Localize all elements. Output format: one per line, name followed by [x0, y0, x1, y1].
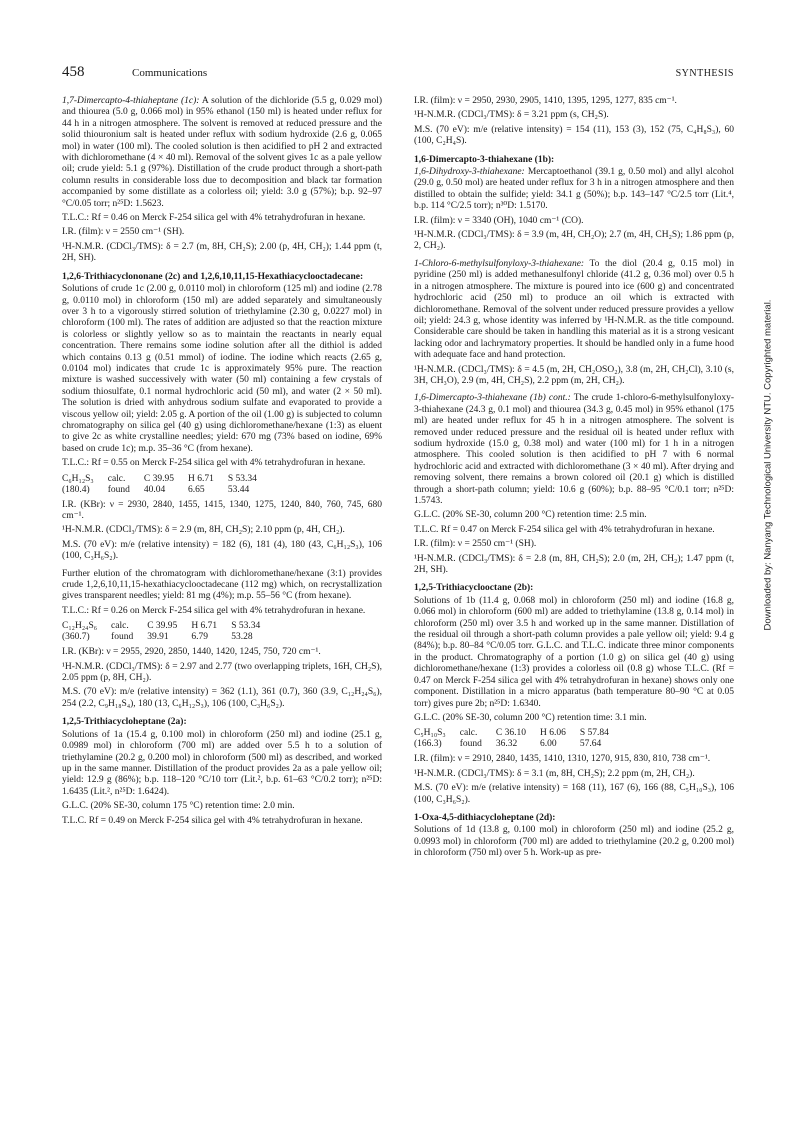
paragraph: [414, 393, 734, 507]
analysis-cell: 6.79: [191, 632, 208, 643]
analysis-cell: S 53.34: [231, 621, 261, 632]
paragraph: [414, 510, 734, 521]
analysis-cell: calc.: [111, 621, 129, 632]
paragraph: [62, 801, 382, 812]
right-column: [414, 96, 734, 863]
page-number: 458: [62, 64, 85, 80]
left-column: [62, 96, 382, 830]
paragraph: [414, 754, 734, 765]
paragraph-text: M.S. (70 eV): m/e (relative intensity) = 182 (6), 181 (4), 180 (43, C₆H₁₂S₃), 106 (100, C₃H₆S₂).: [62, 539, 382, 562]
paragraph: [62, 458, 382, 469]
analysis-cell: calc.: [459, 728, 478, 739]
paragraph: [414, 525, 734, 536]
paragraph: [414, 825, 734, 859]
analysis-cell: 6.65: [188, 484, 205, 495]
analysis-cell: (166.3): [414, 739, 442, 750]
analysis-row: [62, 632, 274, 643]
paragraph-text: T.L.C. Rf = 0.47 on Merck F-254 silica gel with 4% tetrahydrofuran in hexane.: [414, 524, 715, 535]
analysis-row: [414, 739, 623, 750]
paragraph: [414, 167, 734, 213]
analysis-cell: found: [107, 484, 130, 495]
section-heading: 1-Oxa-4,5-dithiacycloheptane (2d):: [414, 812, 556, 823]
paragraph-text: ¹H-N.M.R. (CDCl₃/TMS): δ = 3.1 (m, 8H, CH₂S); 2.2 ppm (m, 2H, CH₂).: [414, 768, 695, 779]
paragraph-text: T.L.C.: Rf = 0.55 on Merck F-254 silica gel with 4% tetrahydrofuran in hexane.: [62, 458, 366, 469]
paragraph-text: M.S. (70 eV): m/e (relative intensity) = 154 (11), 153 (3), 152 (75, C₄H₈S₃), 60 (100, C₂H₄S).: [414, 124, 734, 147]
paragraph: [414, 216, 734, 227]
paragraph-text: I.R. (film): ν = 3340 (OH), 1040 cm⁻¹ (CO).: [414, 215, 584, 226]
paragraph: [62, 540, 382, 563]
paragraph: [62, 647, 382, 658]
paragraph-text: The crude 1-chloro-6-methylsulfonyloxy-3-thiahexane (24.3 g, 0.1 mol) and thiourea (34.3 g, 0.45 mol) in 95% ethanol (175 ml) are heated under reflux for 45 h in a nitrogen atmosphere. The solvent is removed under reduced pressure and the residual oil is heated under reflux with sodium hydroxide (15.0 g, 0.38 mol) and water (100 ml) for 1 h in a nitrogen atmosphere. This cooled solution is then acidified to pH 7 with 6 normal hydrochloric acid and extracted with dichloromethane (3 × 40 ml). After drying and removing solvent, there remains a brown colored oil (20.1 g) which is distilled through a short-path column; yield: 10.6 g (60%); b.p. 88–95 °C/0.1 torr; n²⁵D: 1.5743.: [414, 393, 734, 506]
analysis-cell: H 6.71: [188, 473, 214, 484]
paragraph: [414, 125, 734, 148]
paragraph-text: M.S. (70 eV): m/e (relative intensity) = 168 (11), 167 (6), 166 (88, C₅H₁₀S₃), 106 (100, C₃H₆S₂).: [414, 783, 734, 805]
paragraph: [414, 713, 734, 724]
paragraph: [414, 259, 734, 362]
paragraph-text: G.L.C. (20% SE-30, column 200 °C) retention time: 2.5 min.: [414, 510, 647, 521]
paragraph: [414, 539, 734, 550]
paragraph-text: Solutions of crude 1c (2.00 g, 0.0110 mol) in chloroform (125 ml) and iodine (2.78 g, 0.0110 mol) in chloroform (150 ml) are added separately and simultaneously over 3 h to a vigorously stirred solution of triethylamine (2.30 g, 0.0227 mol) in chloroform (100 ml). The rates of addition are adjusted so that the reaction mixture is colorless or slightly yellow so as to maintain the reactants in nearly equal concentration. There remains some iodine solution after all the dithiol is added which contains 0.13 g (0.51 mmol) of iodine. The iodine which reacts (2.65 g, 0.0104 mol) indicates that crude 1c is approximately 95% pure. The reaction mixture is washed successively with water (50 ml) containing a few crystals of sodium thiosulfate, 0.1 normal hydrochloric acid (50 ml), and water (2 × 50 ml). The solution is dried with anhydrous sodium sulfate and evaporated to provide a viscous yellow oil; yield: 2.05 g. A portion of the oil (1.00 g) is subjected to column chromatography on silica gel (40 g) using dichloromethane/hexane (1:3) as eluent to give 2c as white crystalline needles; yield: 670 mg (73% based on iodine, 69% based on crude 1c); m.p. 35–36 °C (from hexane).: [62, 284, 382, 454]
paragraph-text: I.R. (KBr): ν = 2955, 2920, 2850, 1440, 1420, 1245, 750, 720 cm⁻¹.: [62, 647, 321, 658]
analysis-row: [62, 621, 274, 632]
analysis-cell: found: [111, 632, 134, 643]
paragraph: [62, 569, 382, 603]
paragraph: [62, 500, 382, 523]
paragraph: [414, 96, 734, 107]
paragraph-text: ¹H-N.M.R. (CDCl₃/TMS): δ = 2.7 (m, 8H, CH₂S); 2.00 (p, 4H, CH₂); 1.44 ppm (t, 2H, SH).: [62, 241, 382, 264]
analysis-row: [62, 474, 271, 485]
analysis-cell: C 36.10: [495, 728, 526, 739]
paragraph: [414, 596, 734, 710]
paragraph-text: M.S. (70 eV): m/e (relative intensity) = 362 (1.1), 361 (0.7), 360 (3.9, C₁₂H₂₄S₆), 254 (2.2, C₉H₁₈S₄), 180 (13, C₆H₁₂S₃), 106 (100, C₃H₆S₂).: [62, 687, 382, 709]
analysis-cell: 53.28: [231, 632, 253, 643]
paragraph-text: ¹H-N.M.R. (CDCl₃/TMS): δ = 2.9 (m, 8H, CH₂S); 2.10 ppm (p, 4H, CH₂).: [62, 525, 345, 536]
paragraph-text: Solutions of 1b (11.4 g, 0.068 mol) in chloroform (250 ml) and iodine (16.8 g, 0.066 mol) in chloroform (600 ml) are added to triethylamine (13.8 g, 0.14 mol) in chloroform (250 ml) over 3.5 h and worked up in the same manner. Distillation of the residual oil through a short-path column provides a pale yellow oil; yield: 9.4 g (84%); b.p. 80–84 °C/0.05 torr. G.L.C. and T.L.C. indicate three minor components in the product. Chromatography of a portion (1.0 g) on silica gel (40 g) using dichloromethane/hexane (1:3) provides a colorless oil (0.8 g) whose T.L.C. (Rf = 0.47 on Merck F-254 silica gel with 4% tetrahydrofuran in hexane) shows only one component. Distillation in a micro apparatus (bath temperature 80–90 °C at 0.05 torr) gives pure 2b; n²⁵D: 1.6340.: [414, 595, 734, 709]
paragraph: [62, 606, 382, 617]
analysis-cell: 57.64: [579, 739, 602, 750]
analysis-cell: C 39.95: [147, 621, 178, 632]
paragraph: [62, 213, 382, 224]
paragraph: [62, 816, 382, 827]
analysis-cell: C₆H₁₂S₃: [62, 473, 94, 484]
elemental-analysis-table: [62, 474, 271, 496]
analysis-cell: found: [459, 739, 482, 750]
paragraph: [414, 783, 734, 806]
paragraph: [414, 554, 734, 577]
analysis-cell: C₁₂H₂₄S₆: [62, 621, 98, 632]
paragraph-title: 1,6-Dihydroxy-3-thiahexane:: [414, 167, 525, 178]
paragraph: [62, 525, 382, 536]
paragraph-text: Further elution of the chromatogram with dichloromethane/hexane (3:1) provides crude 1,2,6,10,11,15-hexathiacyclooctadecane (112 mg) which, on recrystallization gives transparent needles; yield: 81 mg (4%); m.p. 55–56 °C (from hexane).: [62, 568, 382, 602]
section-label: Communications: [132, 67, 208, 79]
paragraph-text: T.L.C.: Rf = 0.26 on Merck F-254 silica gel with 4% tetrahydrofuran in hexane.: [62, 605, 366, 616]
paragraph-title: 1,7-Dimercapto-4-thiaheptane (1c):: [62, 96, 200, 106]
paragraph-title: 1,6-Dimercapto-3-thiahexane (1b) cont.:: [414, 393, 571, 404]
analysis-cell: 36.32: [495, 739, 518, 750]
paragraph-text: I.R. (film): ν = 2910, 2840, 1435, 1410, 1310, 1270, 915, 830, 810, 738 cm⁻¹.: [414, 754, 711, 765]
analysis-cell: C₅H₁₀S₃: [414, 728, 446, 739]
journal-name: SYNTHESIS: [675, 68, 734, 79]
analysis-cell: (180.4): [62, 484, 90, 495]
paragraph: [62, 662, 382, 685]
paragraph: [414, 365, 734, 388]
paragraph-title: 1-Chloro-6-methylsulfonyloxy-3-thiahexane:: [414, 258, 585, 269]
elemental-analysis-table: [414, 728, 623, 750]
paragraph: [62, 242, 382, 265]
paragraph-text: I.R. (film): ν = 2550 cm⁻¹ (SH).: [414, 539, 537, 550]
download-notice-text: Downloaded by: Nanyang Technological University NTU. Copyrighted material.: [762, 299, 774, 631]
paragraph: [62, 96, 382, 210]
page-header: [62, 64, 734, 84]
paragraph-text: ¹H-N.M.R. (CDCl₃/TMS): δ = 3.9 (m, 4H, CH₂O); 2.7 (m, 4H, CH₂S); 1.86 ppm (p, 2, CH₂).: [414, 230, 734, 252]
analysis-cell: S 53.34: [227, 473, 257, 484]
paragraph: [414, 230, 734, 253]
analysis-cell: 40.04: [143, 484, 166, 495]
analysis-cell: S 57.84: [579, 728, 609, 739]
analysis-cell: 39.91: [147, 632, 169, 643]
paragraph: [62, 687, 382, 710]
analysis-row: [62, 485, 271, 496]
paragraph-text: I.R. (KBr): ν = 2930, 2840, 1455, 1415, 1340, 1275, 1240, 840, 760, 745, 680 cm⁻¹.: [62, 499, 382, 521]
section-heading: 1,2,5-Trithiacyclooctane (2b):: [414, 583, 534, 594]
paragraph-text: I.R. (film): ν = 2950, 2930, 2905, 1410, 1395, 1295, 1277, 835 cm⁻¹.: [414, 96, 677, 106]
paragraph: [62, 730, 382, 798]
paragraph: [414, 110, 734, 121]
paragraph-text: To the diol (20.4 g, 0.15 mol) in pyridine (250 ml) is added methanesulfonyl chloride (41.2 g, 0.36 mol) over 0.5 h in a nitrogen atmosphere. The mixture is poured into ice (600 g) and concentrated hydrochloric acid (250 ml) to produce an oil which is extracted with dichloromethane. Removal of the solvent under reduced pressure provides a yellow oil; yield: 24.3 g, whose identity was inferred by ¹H-N.M.R. as the title compound. Considerable care should be taken in handling this material as it is a strong vesicant lacking odor and lachrymatory properties. It should be handled only in a fume hood with adequate face and hand protection.: [414, 258, 734, 361]
analysis-cell: H 6.06: [540, 728, 566, 739]
paragraph-text: ¹H-N.M.R. (CDCl₃/TMS): δ = 2.8 (m, 8H, CH₂S); 2.0 (m, 2H, CH₂); 1.47 ppm (t, 2H, SH).: [414, 553, 734, 576]
paragraph-text: T.L.C.: Rf = 0.46 on Merck F-254 silica gel with 4% tetrahydrofuran in hexane.: [62, 213, 366, 224]
analysis-cell: 6.00: [540, 739, 557, 750]
paragraph-text: T.L.C. Rf = 0.49 on Merck F-254 silica gel with 4% tetrahydrofuran in hexane.: [62, 815, 363, 826]
section-heading: 1,2,6-Trithiacyclononane (2c) and 1,2,6,10,11,15-Hexathiacyclooctadecane:: [62, 271, 364, 282]
paragraph-text: ¹H-N.M.R. (CDCl₃/TMS): δ = 2.97 and 2.77 (two overlapping triplets, 16H, CH₂S), 2.05 ppm (p, 8H, CH₂).: [62, 661, 382, 684]
paragraph: [414, 769, 734, 780]
download-notice: [760, 230, 776, 700]
paragraph-text: ¹H-N.M.R. (CDCl₃/TMS): δ = 4.5 (m, 2H, CH₂OSO₂), 3.8 (m, 2H, CH₂Cl), 3.10 (s, 3H, CH₃O), 2.9 (m, 4H, CH₂S), 2.2 ppm (m, 2H, CH₂).: [414, 364, 734, 386]
paragraph-text: A solution of the dichloride (5.5 g, 0.029 mol) and thiourea (5.0 g, 0.066 mol) in 95% ethanol (150 ml) is heated under reflux for 44 h in a nitrogen atmosphere. The solvent is removed at reduced pressure and the solid thiouronium salt is heated under reflux with sodium hydroxide (2.6 g, 0.065 mol) in water (100 ml). The cooled solution is then acidified to pH 2 and extracted with dichloromethane (4 × 40 ml). Removal of the solvent gives 1c as a pale yellow oil; crude yield: 5.1 g (97%). Distillation of the crude product through a short-path column results in considerable loss due to decomposition and black tar formation accompanied by some distillate as a colorless oil; yield: 3.0 g (57%); b.p. 92–97 °C/0.05 torr; n²⁵D: 1.5623.: [62, 96, 382, 209]
analysis-cell: H 6.71: [191, 621, 218, 632]
analysis-cell: calc.: [107, 473, 126, 484]
paragraph-text: ¹H-N.M.R. (CDCl₃/TMS): δ = 3.21 ppm (s, CH₂S).: [414, 110, 609, 121]
paragraph: [62, 227, 382, 238]
paragraph: [62, 284, 382, 455]
paragraph-text: G.L.C. (20% SE-30, column 175 °C) retention time: 2.0 min.: [62, 801, 295, 812]
paragraph-text: I.R. (film): ν = 2550 cm⁻¹ (SH).: [62, 227, 185, 238]
paragraph-text: G.L.C. (20% SE-30, column 200 °C) retention time: 3.1 min.: [414, 712, 647, 723]
paragraph-text: Solutions of 1d (13.8 g, 0.100 mol) in chloroform (250 ml) and iodine (25.2 g, 0.0993 mol) in chloroform (700 ml) are added to triethylamine (20.2 g, 0.200 mol) in chloroform (750 ml) over 5 h. Work-up as pre-: [414, 825, 734, 859]
analysis-row: [414, 728, 623, 739]
section-heading: 1,2,5-Trithiacycloheptane (2a):: [62, 717, 187, 728]
elemental-analysis-table: [62, 621, 274, 643]
section-heading: 1,6-Dimercapto-3-thiahexane (1b):: [414, 154, 555, 165]
paragraph-text: Mercaptoethanol (39.1 g, 0.50 mol) and allyl alcohol (29.0 g, 0.50 mol) are heated under reflux for 3 h in a nitrogen atmosphere and then distilled to obtain the sulfide; yield: 34.1 g (50%); b.p. 143–147 °C/2.5 torr (Lit.⁴, b.p. 114 °C/2.5 torr); n³⁰D: 1.5170.: [414, 167, 734, 212]
paragraph-text: Solutions of 1a (15.4 g, 0.100 mol) in chloroform (250 ml) and iodine (25.1 g, 0.0989 mol) in chloroform (700 ml) are added over 5.5 h to a solution of triethylamine (20.2 g, 0.200 mol) in chloroform (500 ml) as described, and worked up in the same manner. Distillation of the product provides 2a as a pale yellow oil; yield: 12.9 g (86%); b.p. 118–120 °C/10 torr (Lit.², b.p. 61–63 °C/0.2 torr); n²⁵D: 1.6435 (Lit.², n²⁵D: 1.6424).: [62, 729, 382, 797]
analysis-cell: (360.7): [62, 632, 90, 643]
analysis-cell: C 39.95: [143, 473, 174, 484]
analysis-cell: 53.44: [227, 484, 250, 495]
